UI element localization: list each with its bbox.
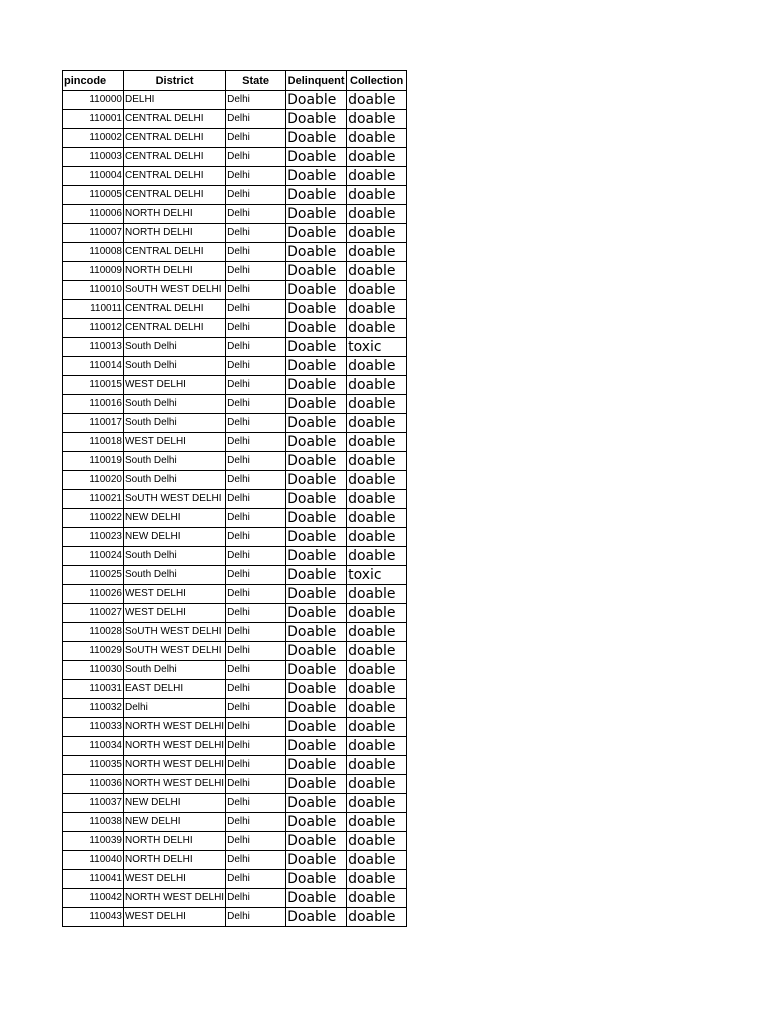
collection-cell: doable	[347, 205, 407, 224]
collection-cell: doable	[347, 452, 407, 471]
header-delinquent: Delinquent	[286, 71, 347, 91]
district-cell: NEW DELHI	[124, 813, 226, 832]
table-row	[63, 623, 407, 642]
district-cell: NEW DELHI	[124, 509, 226, 528]
collection-cell: doable	[347, 813, 407, 832]
pincode-cell: 110036	[63, 775, 124, 794]
district-cell: CENTRAL DELHI	[124, 110, 226, 129]
state-cell: Delhi	[226, 452, 286, 471]
pincode-cell: 110035	[63, 756, 124, 775]
state-cell: Delhi	[226, 148, 286, 167]
state-cell: Delhi	[226, 281, 286, 300]
table-row	[63, 889, 407, 908]
district-cell: SoUTH WEST DELHI	[124, 623, 226, 642]
state-cell: Delhi	[226, 509, 286, 528]
pincode-cell: 110032	[63, 699, 124, 718]
pincode-cell: 110019	[63, 452, 124, 471]
table-row	[63, 832, 407, 851]
district-cell: South Delhi	[124, 357, 226, 376]
delinquent-cell: Doable	[286, 357, 347, 376]
state-cell: Delhi	[226, 186, 286, 205]
district-cell: SoUTH WEST DELHI	[124, 281, 226, 300]
table-row	[63, 414, 407, 433]
pincode-cell: 110020	[63, 471, 124, 490]
collection-cell: doable	[347, 889, 407, 908]
delinquent-cell: Doable	[286, 794, 347, 813]
state-cell: Delhi	[226, 889, 286, 908]
collection-cell: doable	[347, 110, 407, 129]
collection-cell: doable	[347, 414, 407, 433]
header-pincode: pincode	[63, 71, 124, 91]
collection-cell: doable	[347, 642, 407, 661]
state-cell: Delhi	[226, 680, 286, 699]
delinquent-cell: Doable	[286, 813, 347, 832]
table-row	[63, 224, 407, 243]
header-state: State	[226, 71, 286, 91]
state-cell: Delhi	[226, 300, 286, 319]
district-cell: NORTH WEST DELHI	[124, 737, 226, 756]
table-row	[63, 395, 407, 414]
pincode-cell: 110027	[63, 604, 124, 623]
state-cell: Delhi	[226, 376, 286, 395]
collection-cell: doable	[347, 509, 407, 528]
district-cell: NORTH DELHI	[124, 262, 226, 281]
collection-cell: doable	[347, 908, 407, 927]
delinquent-cell: Doable	[286, 243, 347, 262]
delinquent-cell: Doable	[286, 91, 347, 110]
district-cell: SoUTH WEST DELHI	[124, 490, 226, 509]
pincode-cell: 110033	[63, 718, 124, 737]
district-cell: NORTH DELHI	[124, 224, 226, 243]
state-cell: Delhi	[226, 566, 286, 585]
state-cell: Delhi	[226, 737, 286, 756]
delinquent-cell: Doable	[286, 186, 347, 205]
pincode-cell: 110029	[63, 642, 124, 661]
district-cell: NORTH WEST DELHI	[124, 775, 226, 794]
delinquent-cell: Doable	[286, 699, 347, 718]
state-cell: Delhi	[226, 110, 286, 129]
state-cell: Delhi	[226, 205, 286, 224]
delinquent-cell: Doable	[286, 376, 347, 395]
pincode-cell: 110011	[63, 300, 124, 319]
district-cell: EAST DELHI	[124, 680, 226, 699]
delinquent-cell: Doable	[286, 167, 347, 186]
delinquent-cell: Doable	[286, 338, 347, 357]
collection-cell: doable	[347, 680, 407, 699]
pincode-cell: 110024	[63, 547, 124, 566]
table-row	[63, 509, 407, 528]
delinquent-cell: Doable	[286, 509, 347, 528]
collection-cell: doable	[347, 699, 407, 718]
pincode-cell: 110009	[63, 262, 124, 281]
table-row	[63, 661, 407, 680]
delinquent-cell: Doable	[286, 224, 347, 243]
district-cell: NORTH DELHI	[124, 205, 226, 224]
delinquent-cell: Doable	[286, 148, 347, 167]
district-cell: NORTH WEST DELHI	[124, 889, 226, 908]
delinquent-cell: Doable	[286, 623, 347, 642]
pincode-cell: 110003	[63, 148, 124, 167]
district-cell: WEST DELHI	[124, 908, 226, 927]
table-row	[63, 452, 407, 471]
header-district: District	[124, 71, 226, 91]
district-cell: SoUTH WEST DELHI	[124, 642, 226, 661]
table-row	[63, 110, 407, 129]
pincode-cell: 110041	[63, 870, 124, 889]
district-cell: WEST DELHI	[124, 870, 226, 889]
header-row	[63, 71, 407, 91]
collection-cell: doable	[347, 433, 407, 452]
district-cell: South Delhi	[124, 395, 226, 414]
collection-cell: doable	[347, 623, 407, 642]
pincode-cell: 110043	[63, 908, 124, 927]
delinquent-cell: Doable	[286, 414, 347, 433]
table-row	[63, 205, 407, 224]
pincode-cell: 110005	[63, 186, 124, 205]
pincode-cell: 110042	[63, 889, 124, 908]
collection-cell: doable	[347, 661, 407, 680]
pincode-cell: 110012	[63, 319, 124, 338]
table-row	[63, 908, 407, 927]
state-cell: Delhi	[226, 471, 286, 490]
state-cell: Delhi	[226, 813, 286, 832]
table-row	[63, 756, 407, 775]
table-row	[63, 813, 407, 832]
district-cell: CENTRAL DELHI	[124, 148, 226, 167]
table-row	[63, 281, 407, 300]
table-row	[63, 604, 407, 623]
table-row	[63, 737, 407, 756]
table-row	[63, 262, 407, 281]
district-cell: WEST DELHI	[124, 433, 226, 452]
pincode-table	[62, 70, 407, 927]
delinquent-cell: Doable	[286, 110, 347, 129]
collection-cell: doable	[347, 756, 407, 775]
delinquent-cell: Doable	[286, 870, 347, 889]
pincode-cell: 110001	[63, 110, 124, 129]
delinquent-cell: Doable	[286, 604, 347, 623]
delinquent-cell: Doable	[286, 775, 347, 794]
collection-cell: doable	[347, 243, 407, 262]
district-cell: South Delhi	[124, 452, 226, 471]
table-row	[63, 471, 407, 490]
collection-cell: doable	[347, 91, 407, 110]
collection-cell: doable	[347, 832, 407, 851]
table-row	[63, 642, 407, 661]
delinquent-cell: Doable	[286, 319, 347, 338]
collection-cell: doable	[347, 281, 407, 300]
table-row	[63, 357, 407, 376]
table-row	[63, 91, 407, 110]
collection-cell: toxic	[347, 338, 407, 357]
district-cell: CENTRAL DELHI	[124, 167, 226, 186]
collection-cell: doable	[347, 262, 407, 281]
state-cell: Delhi	[226, 395, 286, 414]
district-cell: NORTH DELHI	[124, 832, 226, 851]
table-row	[63, 699, 407, 718]
delinquent-cell: Doable	[286, 718, 347, 737]
district-cell: WEST DELHI	[124, 585, 226, 604]
state-cell: Delhi	[226, 851, 286, 870]
state-cell: Delhi	[226, 167, 286, 186]
state-cell: Delhi	[226, 756, 286, 775]
state-cell: Delhi	[226, 338, 286, 357]
state-cell: Delhi	[226, 547, 286, 566]
collection-cell: doable	[347, 376, 407, 395]
delinquent-cell: Doable	[286, 205, 347, 224]
district-cell: South Delhi	[124, 338, 226, 357]
district-cell: NORTH WEST DELHI	[124, 756, 226, 775]
district-cell: DELHI	[124, 91, 226, 110]
table-row	[63, 585, 407, 604]
district-cell: South Delhi	[124, 414, 226, 433]
state-cell: Delhi	[226, 870, 286, 889]
collection-cell: doable	[347, 851, 407, 870]
district-cell: CENTRAL DELHI	[124, 186, 226, 205]
delinquent-cell: Doable	[286, 851, 347, 870]
table-row	[63, 243, 407, 262]
state-cell: Delhi	[226, 262, 286, 281]
pincode-cell: 110028	[63, 623, 124, 642]
pincode-cell: 110022	[63, 509, 124, 528]
state-cell: Delhi	[226, 585, 286, 604]
state-cell: Delhi	[226, 661, 286, 680]
table-row	[63, 338, 407, 357]
delinquent-cell: Doable	[286, 452, 347, 471]
table-row	[63, 566, 407, 585]
pincode-cell: 110040	[63, 851, 124, 870]
pincode-cell: 110018	[63, 433, 124, 452]
collection-cell: doable	[347, 737, 407, 756]
delinquent-cell: Doable	[286, 756, 347, 775]
district-cell: CENTRAL DELHI	[124, 300, 226, 319]
state-cell: Delhi	[226, 319, 286, 338]
district-cell: Delhi	[124, 699, 226, 718]
delinquent-cell: Doable	[286, 490, 347, 509]
collection-cell: doable	[347, 148, 407, 167]
collection-cell: doable	[347, 528, 407, 547]
delinquent-cell: Doable	[286, 395, 347, 414]
collection-cell: doable	[347, 357, 407, 376]
pincode-cell: 110013	[63, 338, 124, 357]
table-row	[63, 129, 407, 148]
collection-cell: doable	[347, 186, 407, 205]
pincode-cell: 110004	[63, 167, 124, 186]
collection-cell: doable	[347, 585, 407, 604]
table-row	[63, 376, 407, 395]
pincode-cell: 110023	[63, 528, 124, 547]
collection-cell: doable	[347, 129, 407, 148]
delinquent-cell: Doable	[286, 300, 347, 319]
pincode-cell: 110031	[63, 680, 124, 699]
delinquent-cell: Doable	[286, 585, 347, 604]
state-cell: Delhi	[226, 623, 286, 642]
collection-cell: doable	[347, 718, 407, 737]
pincode-cell: 110026	[63, 585, 124, 604]
state-cell: Delhi	[226, 414, 286, 433]
table-row	[63, 167, 407, 186]
district-cell: NORTH DELHI	[124, 851, 226, 870]
district-cell: WEST DELHI	[124, 376, 226, 395]
pincode-cell: 110017	[63, 414, 124, 433]
collection-cell: doable	[347, 167, 407, 186]
state-cell: Delhi	[226, 243, 286, 262]
table-row	[63, 186, 407, 205]
pincode-cell: 110008	[63, 243, 124, 262]
state-cell: Delhi	[226, 357, 286, 376]
collection-cell: doable	[347, 547, 407, 566]
table-row	[63, 490, 407, 509]
header-collection: Collection	[347, 71, 407, 91]
table-row	[63, 319, 407, 338]
table-row	[63, 528, 407, 547]
state-cell: Delhi	[226, 775, 286, 794]
state-cell: Delhi	[226, 908, 286, 927]
delinquent-cell: Doable	[286, 281, 347, 300]
delinquent-cell: Doable	[286, 262, 347, 281]
table-row	[63, 775, 407, 794]
delinquent-cell: Doable	[286, 680, 347, 699]
table-row	[63, 680, 407, 699]
delinquent-cell: Doable	[286, 129, 347, 148]
state-cell: Delhi	[226, 718, 286, 737]
state-cell: Delhi	[226, 832, 286, 851]
table-row	[63, 148, 407, 167]
delinquent-cell: Doable	[286, 889, 347, 908]
pincode-cell: 110014	[63, 357, 124, 376]
pincode-cell: 110002	[63, 129, 124, 148]
pincode-cell: 110016	[63, 395, 124, 414]
pincode-cell: 110007	[63, 224, 124, 243]
pincode-cell: 110025	[63, 566, 124, 585]
state-cell: Delhi	[226, 129, 286, 148]
state-cell: Delhi	[226, 433, 286, 452]
table-row	[63, 851, 407, 870]
pincode-cell: 110039	[63, 832, 124, 851]
pincode-cell: 110015	[63, 376, 124, 395]
collection-cell: doable	[347, 775, 407, 794]
district-cell: NORTH WEST DELHI	[124, 718, 226, 737]
pincode-cell: 110037	[63, 794, 124, 813]
state-cell: Delhi	[226, 699, 286, 718]
pincode-cell: 110021	[63, 490, 124, 509]
state-cell: Delhi	[226, 490, 286, 509]
state-cell: Delhi	[226, 91, 286, 110]
state-cell: Delhi	[226, 642, 286, 661]
pincode-cell: 110000	[63, 91, 124, 110]
district-cell: NEW DELHI	[124, 794, 226, 813]
state-cell: Delhi	[226, 528, 286, 547]
district-cell: South Delhi	[124, 471, 226, 490]
delinquent-cell: Doable	[286, 433, 347, 452]
district-cell: South Delhi	[124, 566, 226, 585]
state-cell: Delhi	[226, 604, 286, 623]
delinquent-cell: Doable	[286, 528, 347, 547]
collection-cell: doable	[347, 395, 407, 414]
delinquent-cell: Doable	[286, 737, 347, 756]
delinquent-cell: Doable	[286, 642, 347, 661]
delinquent-cell: Doable	[286, 908, 347, 927]
collection-cell: doable	[347, 471, 407, 490]
table-row	[63, 547, 407, 566]
district-cell: NEW DELHI	[124, 528, 226, 547]
delinquent-cell: Doable	[286, 832, 347, 851]
pincode-cell: 110010	[63, 281, 124, 300]
collection-cell: doable	[347, 224, 407, 243]
pincode-cell: 110034	[63, 737, 124, 756]
state-cell: Delhi	[226, 794, 286, 813]
pincode-cell: 110030	[63, 661, 124, 680]
table-row	[63, 870, 407, 889]
pincode-cell: 110006	[63, 205, 124, 224]
collection-cell: toxic	[347, 566, 407, 585]
collection-cell: doable	[347, 870, 407, 889]
delinquent-cell: Doable	[286, 566, 347, 585]
delinquent-cell: Doable	[286, 547, 347, 566]
delinquent-cell: Doable	[286, 661, 347, 680]
district-cell: South Delhi	[124, 547, 226, 566]
pincode-cell: 110038	[63, 813, 124, 832]
district-cell: WEST DELHI	[124, 604, 226, 623]
table-row	[63, 300, 407, 319]
table-row	[63, 794, 407, 813]
district-cell: CENTRAL DELHI	[124, 319, 226, 338]
delinquent-cell: Doable	[286, 471, 347, 490]
district-cell: South Delhi	[124, 661, 226, 680]
collection-cell: doable	[347, 604, 407, 623]
table-row	[63, 718, 407, 737]
table-row	[63, 433, 407, 452]
collection-cell: doable	[347, 490, 407, 509]
district-cell: CENTRAL DELHI	[124, 243, 226, 262]
state-cell: Delhi	[226, 224, 286, 243]
collection-cell: doable	[347, 319, 407, 338]
collection-cell: doable	[347, 794, 407, 813]
collection-cell: doable	[347, 300, 407, 319]
district-cell: CENTRAL DELHI	[124, 129, 226, 148]
